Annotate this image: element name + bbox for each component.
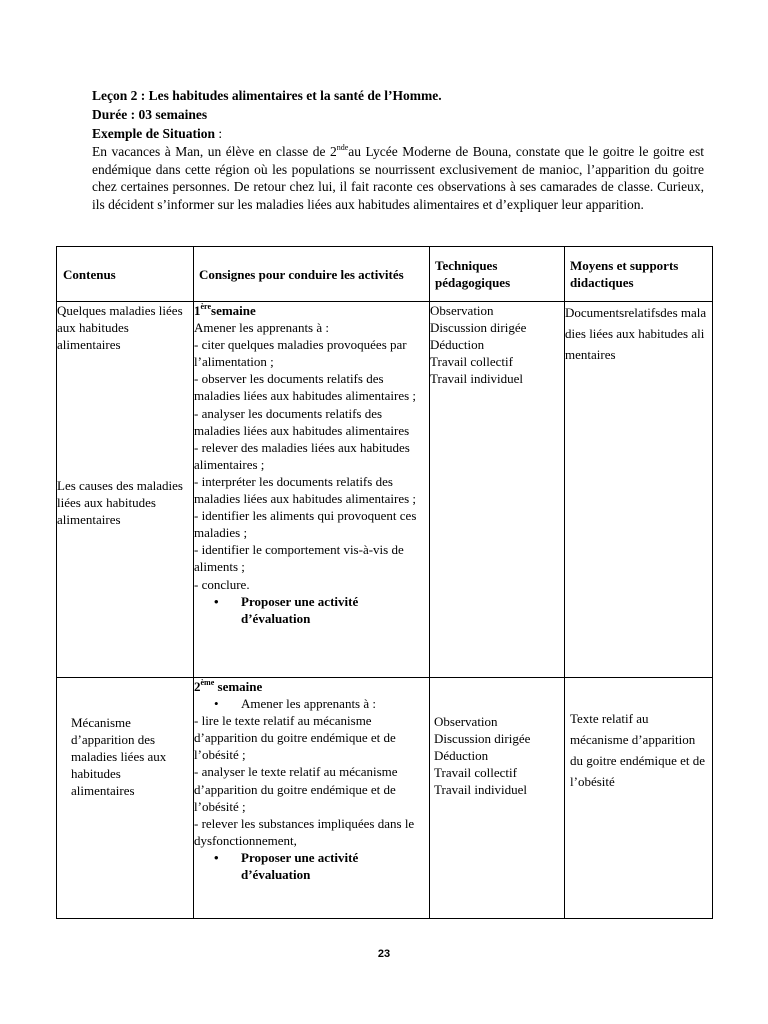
row2-moyens: [565, 678, 713, 919]
row1-tech-3: Travail collectif: [430, 354, 513, 370]
row2-contenus-text: Mécanisme d’apparition des maladies liées aux habitudes alimentaires: [71, 715, 167, 799]
row2-tech-2: Déduction: [434, 748, 489, 764]
situation-text: [92, 143, 704, 213]
row1-week: [194, 302, 429, 319]
table-header-row: [57, 247, 713, 302]
lesson-table: [56, 246, 713, 919]
row1-line-8: - conclure.: [194, 576, 250, 592]
row2-moyens-text: Texte relatif au mécanisme d’apparition du goitre endémique et de l’obésité: [570, 711, 706, 789]
row1-tech-0: Observation: [430, 303, 494, 318]
lesson-header: [92, 86, 704, 213]
header-techniques: [430, 247, 565, 302]
row2-week-num: 2: [194, 679, 201, 694]
row2-line-1: - analyser le texte relatif au mécanisme d’apparition du goitre endémique et de l’obésité ;: [194, 764, 398, 814]
row1-tech-2: Déduction: [430, 337, 485, 353]
row1-week-num: 1: [194, 303, 201, 318]
row2-week-sup: ème: [200, 678, 215, 687]
situation-part2: au Lycée Moderne de Bouna, constate que le goitre le goitre est endémique dans cette région où les populations se nourrissent exclusivement de manioc, l’apparition du goitre chez certaines personnes. De retour chez lui, il fait raconte ces observations à ses camarades de classe. Curieux, ils décident s’informer sur les maladies liées aux habitudes alimentaires et d’expliquer leur apparition.: [92, 144, 704, 212]
lesson-duration: Durée : 03 semaines: [92, 107, 208, 122]
header-contenus: [57, 247, 194, 302]
row2-bullet-text: Proposer une activité d’évaluation: [241, 849, 359, 883]
table-row: [57, 302, 713, 678]
row1-line-1: - citer quelques maladies provoquées par l’alimentation ;: [194, 337, 407, 370]
row2-week: [194, 678, 429, 695]
situation-label: [92, 124, 704, 143]
row1-moyens: [565, 302, 713, 678]
header-contenus-label: Contenus: [63, 266, 116, 282]
row1-consignes: [194, 302, 430, 678]
row1-week-sup: ère: [200, 302, 212, 311]
situation-label-text: Exemple de Situation: [92, 126, 216, 141]
row2-tech-1: Discussion dirigée: [434, 731, 531, 747]
row2-week-label: semaine: [214, 679, 263, 694]
row1-contenus-a: Quelques maladies liées aux habitudes alimentaires: [57, 303, 183, 353]
row1-line-6: - identifier les aliments qui provoquent ces maladies ;: [194, 508, 417, 541]
row2-bullet-item: [194, 849, 429, 883]
page-number: 23: [377, 948, 391, 960]
row1-line-2: - observer les documents relatifs des maladies liées aux habitudes alimentaires ;: [194, 371, 417, 404]
situation-sup: nde: [336, 143, 349, 152]
row2-line-0: - lire le texte relatif au mécanisme d’apparition du goitre endémique et de l’obésité ;: [194, 713, 396, 763]
row2-techniques: [430, 678, 565, 919]
header-consignes-label: Consignes pour conduire les activités: [199, 266, 404, 282]
row1-line-5: - interpréter les documents relatifs des maladies liées aux habitudes alimentaires ;: [194, 473, 417, 507]
row2-consignes: [194, 678, 430, 919]
header-consignes: [194, 247, 430, 302]
header-moyens: [565, 247, 713, 302]
row1-contenus: [57, 302, 194, 678]
row2-tech-0: Observation: [434, 714, 498, 729]
bullet-icon: •: [214, 696, 219, 712]
table-row: [57, 678, 713, 919]
row2-line-2: - relever les substances impliquées dans le dysfonctionnement,: [194, 815, 415, 848]
header-techniques-label: Techniques pédagogiques: [435, 258, 511, 290]
lesson-title: Leçon 2 : Les habitudes alimentaires et la santé de l’Homme.: [92, 88, 442, 103]
row1-bullet-text: Proposer une activité d’évaluation: [241, 593, 359, 626]
row2-bullet-top: [194, 695, 429, 712]
row2-tech-3: Travail collectif: [434, 765, 517, 781]
row1-techniques: [430, 302, 565, 678]
bullet-icon: •: [214, 593, 219, 609]
row1-line-7: - identifier le comportement vis-à-vis de aliments ;: [194, 542, 404, 575]
row1-moyens-text: Documentsrelatifsdes maladies liées aux habitudes alimentaires: [565, 305, 707, 362]
row1-contenus-b: Les causes des maladies liées aux habitudes alimentaires: [57, 478, 183, 528]
row2-bullet-top-text: Amener les apprenants à :: [241, 696, 377, 712]
situation-part1: En vacances à Man, un élève en classe de 2: [92, 144, 337, 159]
row1-bullet-item: [194, 593, 429, 627]
row2-tech-4: Travail individuel: [434, 782, 528, 798]
row1-tech-1: Discussion dirigée: [430, 320, 527, 336]
row1-line-3: - analyser les documents relatifs des maladies liées aux habitudes alimentaires: [194, 405, 410, 438]
bullet-icon: •: [214, 849, 219, 865]
situation-label-colon: :: [215, 126, 223, 141]
row2-contenus: [57, 678, 194, 919]
row1-week-label: semaine: [211, 303, 256, 318]
row1-tech-4: Travail individuel: [430, 371, 524, 387]
row1-line-4: - relever des maladies liées aux habitudes alimentaires ;: [194, 439, 410, 472]
header-moyens-label: Moyens et supports didactiques: [570, 258, 679, 290]
row1-line-0: Amener les apprenants à :: [194, 320, 330, 336]
